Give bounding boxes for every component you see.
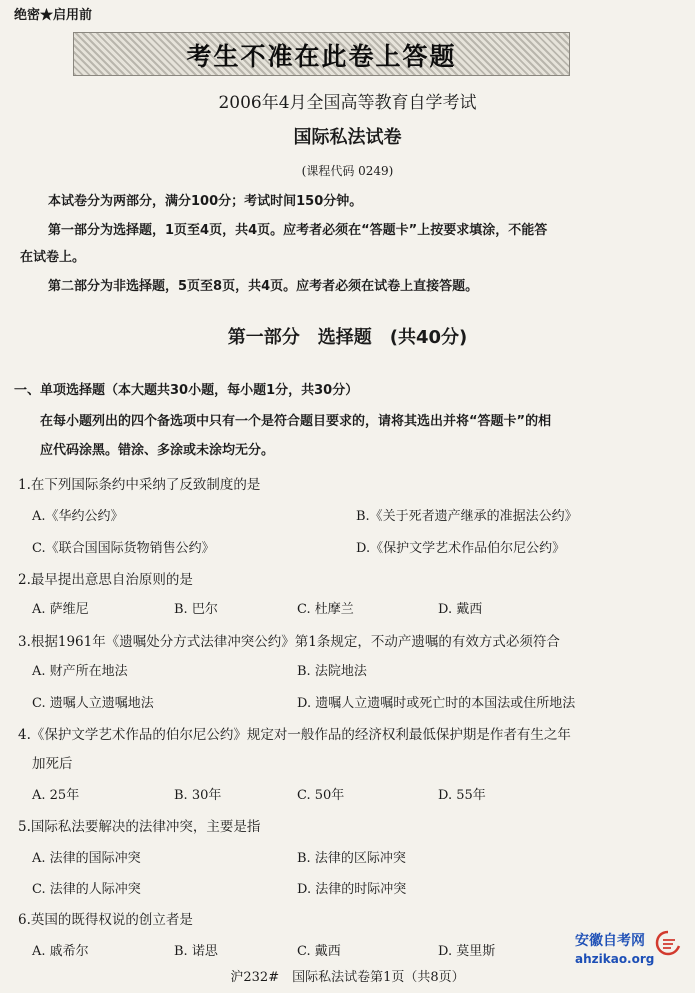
option-3c: C. 遗嘱人立遗嘱地法	[32, 696, 154, 711]
site-logo-icon	[655, 930, 681, 956]
option-6d: D. 莫里斯	[438, 944, 496, 959]
subject-title: 国际私法试卷	[293, 127, 402, 148]
site-url: ahzikao.org	[575, 952, 655, 966]
exam-title: 2006年4月全国高等教育自学考试	[218, 93, 477, 113]
question-4-cont: 加死后	[32, 756, 73, 772]
option-1b: B.《关于死者遗产继承的准据法公约》	[356, 509, 578, 524]
question-2: 2.最早提出意思自治原则的是	[18, 572, 193, 588]
intro-line-1: 本试卷分为两部分，满分100分；考试时间150分钟。	[48, 194, 363, 209]
site-name: 安徽自考网	[575, 933, 645, 949]
intro-line-2: 第一部分为选择题，1页至4页，共4页。应考者必须在“答题卡”上按要求填涂，不能答	[48, 223, 548, 238]
option-2d: D. 戴西	[438, 602, 483, 617]
course-code: (课程代码 0249)	[301, 164, 394, 178]
option-3a: A. 财产所在地法	[32, 664, 128, 679]
question-3: 3.根据1961年《遗嘱处分方式法律冲突公约》第1条规定，不动产遗嘱的有效方式必须符合	[18, 634, 560, 650]
section-heading: 一、单项选择题（本大题共30小题，每小题1分，共30分）	[14, 383, 359, 398]
option-5a: A. 法律的国际冲突	[32, 851, 141, 866]
option-4d: D. 55年	[438, 788, 486, 803]
option-5b: B. 法律的区际冲突	[297, 851, 406, 866]
confidential-label: 绝密★启用前	[14, 8, 93, 23]
warning-banner-text: 考生不准在此卷上答题	[186, 42, 457, 71]
question-1: 1.在下列国际条约中采纳了反致制度的是	[18, 477, 261, 493]
option-2b: B. 巴尔	[174, 602, 218, 617]
option-6a: A. 戚希尔	[32, 944, 89, 959]
question-5: 5.国际私法要解决的法律冲突，主要是指	[18, 819, 261, 835]
intro-line-2-cont: 在试卷上。	[20, 250, 86, 265]
option-5d: D. 法律的时际冲突	[297, 882, 407, 897]
option-4c: C. 50年	[297, 788, 345, 803]
option-1a: A.《华约公约》	[32, 509, 124, 524]
option-3b: B. 法院地法	[297, 664, 367, 679]
option-1d: D.《保护文学艺术作品伯尔尼公约》	[356, 541, 566, 556]
option-3d: D. 遗嘱人立遗嘱时或死亡时的本国法或住所地法	[297, 696, 576, 711]
page-footer: 沪232# 国际私法试卷第1页（共8页）	[230, 970, 465, 985]
option-1c: C.《联合国国际货物销售公约》	[32, 541, 215, 556]
question-4: 4.《保护文学艺术作品的伯尔尼公约》规定对一般作品的经济权利最低保护期是作者有生之年	[18, 727, 571, 743]
option-6c: C. 戴西	[297, 944, 341, 959]
option-2c: C. 杜摩兰	[297, 602, 354, 617]
question-6: 6.英国的既得权说的创立者是	[18, 912, 193, 928]
instruction-line-1: 在每小题列出的四个备选项中只有一个是符合题目要求的，请将其选出并将“答题卡”的相	[40, 414, 552, 429]
intro-line-3: 第二部分为非选择题，5页至8页，共4页。应考者必须在试卷上直接答题。	[48, 279, 479, 294]
site-watermark[interactable]	[575, 930, 654, 966]
option-6b: B. 诺思	[174, 944, 218, 959]
option-2a: A. 萨维尼	[32, 602, 89, 617]
option-5c: C. 法律的人际冲突	[32, 882, 141, 897]
instruction-line-2: 应代码涂黑。错涂、多涂或未涂均无分。	[40, 443, 275, 458]
option-4a: A. 25年	[32, 788, 80, 803]
warning-banner	[73, 32, 570, 76]
part-one-title: 第一部分 选择题 (共40分)	[227, 327, 468, 348]
option-4b: B. 30年	[174, 788, 222, 803]
